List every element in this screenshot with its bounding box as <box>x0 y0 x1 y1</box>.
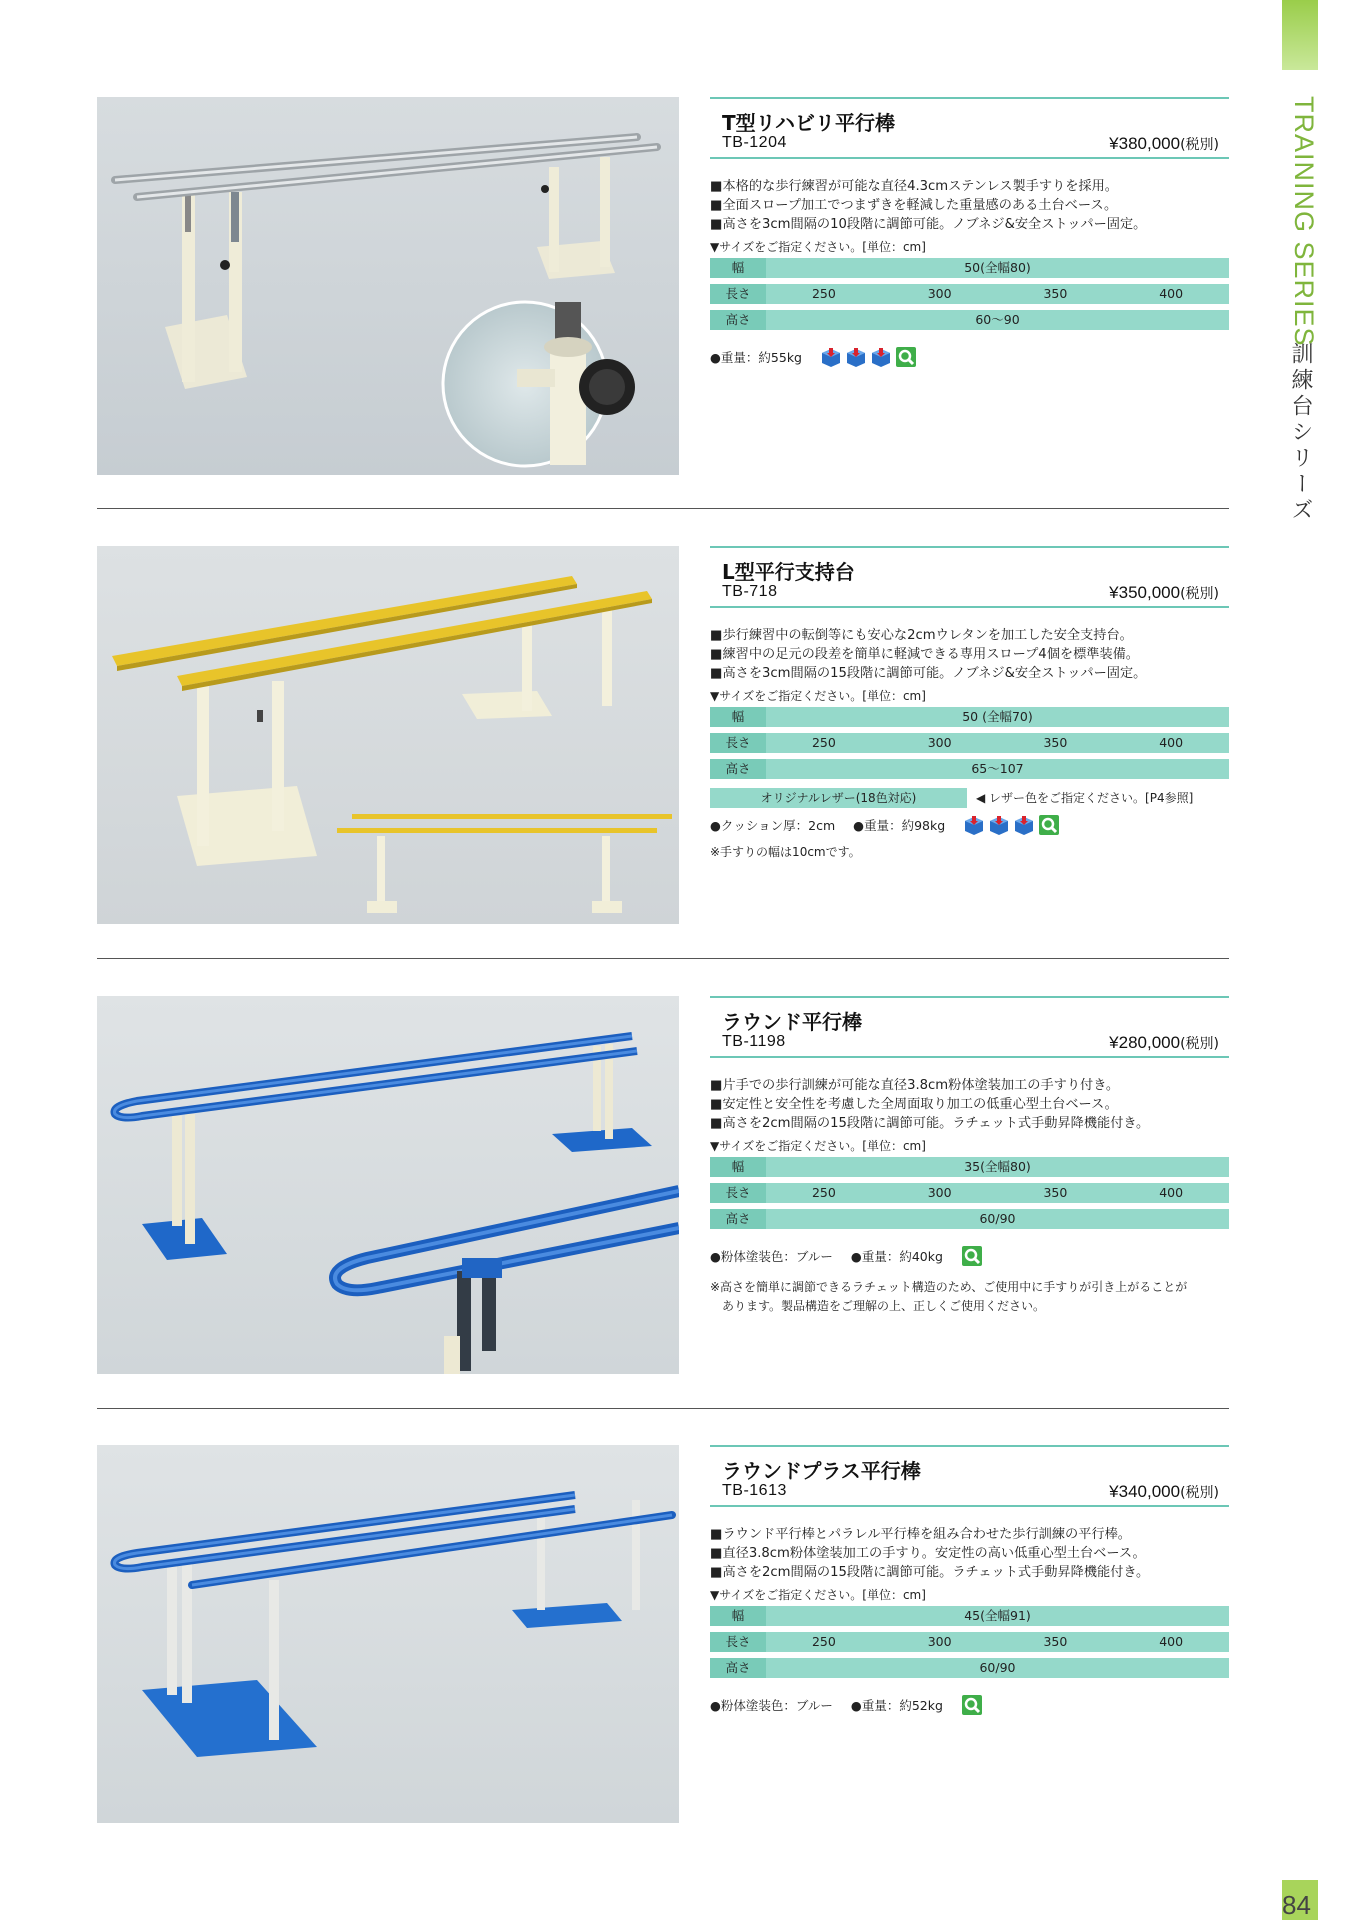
price-rule <box>710 1505 1229 1507</box>
row-label: 幅 <box>710 707 766 727</box>
product-photo <box>97 546 679 924</box>
size-table <box>710 1157 1229 1235</box>
length-value: 250 <box>811 1185 836 1200</box>
spec-line <box>710 812 1060 838</box>
size-table <box>710 1606 1229 1684</box>
tax-note: (税別) <box>1180 1485 1219 1501</box>
delivery-box-icon <box>845 346 867 368</box>
price <box>1109 1033 1219 1053</box>
length-value: 250 <box>811 1634 836 1649</box>
size-row-width <box>710 707 1229 727</box>
model-number: TB-718 <box>722 583 778 600</box>
length-value: 350 <box>1043 1634 1068 1649</box>
size-row-length <box>710 733 1229 753</box>
product-photo <box>97 996 679 1374</box>
length-value: 350 <box>1043 735 1068 750</box>
size-table <box>710 707 1229 785</box>
price <box>1109 134 1219 154</box>
size-row-width <box>710 1606 1229 1626</box>
spec-weight: ●重量：約52kg <box>850 1698 943 1713</box>
length-value: 300 <box>927 1634 952 1649</box>
badge-group <box>961 1245 983 1267</box>
tax-note: (税別) <box>1180 1036 1219 1052</box>
height-value: 60〜90 <box>975 312 1020 327</box>
row-label: 幅 <box>710 1157 766 1177</box>
price-rule <box>710 606 1229 608</box>
row-label: 長さ <box>710 733 766 753</box>
tax-note: (税別) <box>1180 137 1219 153</box>
feature-item: ■直径3.8cm粉体塗装加工の手すり。安定性の高い低重心型土台ベース。 <box>710 1546 1146 1561</box>
spec-weight: ●重量：約98kg <box>853 818 946 833</box>
section-divider <box>97 1408 1229 1409</box>
page-number: 84 <box>1282 1890 1311 1920</box>
feature-list <box>710 177 1229 234</box>
badge-group <box>963 814 1060 836</box>
spec-color: ●粉体塗装色：ブルー <box>710 1698 833 1713</box>
spec-weight: ●重量：約55kg <box>710 350 802 365</box>
height-value: 65〜107 <box>971 761 1024 776</box>
title-rule <box>710 996 1229 998</box>
spec-cushion: ●クッション厚：2cm <box>710 818 836 833</box>
product-photo <box>97 97 679 475</box>
feature-item: ■歩行練習中の転倒等にも安心な2cmウレタンを加工した安全支持台。 <box>710 628 1133 643</box>
width-value: 50(全幅80) <box>964 260 1031 275</box>
t-type-parallel-bars-image <box>97 97 679 475</box>
delivery-box-icon <box>963 814 985 836</box>
size-row-height <box>710 1209 1229 1229</box>
size-note: ▼サイズをご指定ください。[単位：cm] <box>710 689 926 703</box>
section-divider <box>97 508 1229 509</box>
product-tb-1198 <box>97 996 1229 1376</box>
length-value: 400 <box>1159 1634 1184 1649</box>
row-label: 長さ <box>710 1183 766 1203</box>
size-row-length <box>710 284 1229 304</box>
product-title: T型リハビリ平行棒 <box>722 111 896 135</box>
product-title: L型平行支持台 <box>722 560 855 584</box>
row-label: 高さ <box>710 1209 766 1229</box>
size-row-width <box>710 1157 1229 1177</box>
length-value: 300 <box>927 286 952 301</box>
feature-item: ■全面スロープ加工でつまずきを軽減した重量感のある土台ベース。 <box>710 198 1118 213</box>
price-rule <box>710 1056 1229 1058</box>
row-label: 長さ <box>710 284 766 304</box>
price <box>1109 1482 1219 1502</box>
green-service-icon <box>1038 814 1060 836</box>
row-label: 長さ <box>710 1632 766 1652</box>
section-divider <box>97 958 1229 959</box>
price-value: ¥340,000 <box>1109 1482 1181 1501</box>
spec-line <box>710 344 917 370</box>
delivery-box-icon <box>988 814 1010 836</box>
price-value: ¥350,000 <box>1109 583 1181 602</box>
series-title-en: TRAINING SERIES <box>1289 96 1319 347</box>
size-row-width <box>710 258 1229 278</box>
size-note: ▼サイズをご指定ください。[単位：cm] <box>710 240 926 254</box>
feature-item: ■高さを3cm間隔の15段階に調節可能。ノブネジ&安全ストッパー固定。 <box>710 666 1147 681</box>
product-tb-718 <box>97 546 1229 926</box>
feature-item: ■片手での歩行訓練が可能な直径3.8cm粉体塗装加工の手すり付き。 <box>710 1078 1120 1093</box>
spec-weight: ●重量：約40kg <box>850 1249 943 1264</box>
feature-item: ■本格的な歩行練習が可能な直径4.3cmステンレス製手すりを採用。 <box>710 179 1118 194</box>
feature-item: ■高さを2cm間隔の15段階に調節可能。ラチェット式手動昇降機能付き。 <box>710 1565 1150 1580</box>
footnote: ※手すりの幅は10cmです。 <box>710 845 861 859</box>
length-value: 350 <box>1043 1185 1068 1200</box>
footnote: あります。製品構造をご理解の上、正しくご使用ください。 <box>710 1299 1046 1313</box>
row-label: 高さ <box>710 759 766 779</box>
size-table <box>710 258 1229 336</box>
tax-note: (税別) <box>1180 586 1219 602</box>
price <box>1109 583 1219 603</box>
title-rule <box>710 1445 1229 1447</box>
length-value: 250 <box>811 735 836 750</box>
size-row-height <box>710 310 1229 330</box>
model-number: TB-1198 <box>722 1033 786 1050</box>
model-number: TB-1613 <box>722 1482 787 1499</box>
length-value: 400 <box>1159 1185 1184 1200</box>
size-row-length <box>710 1632 1229 1652</box>
size-row-height <box>710 759 1229 779</box>
length-value: 350 <box>1043 286 1068 301</box>
row-label: 幅 <box>710 258 766 278</box>
round-parallel-bars-image <box>97 996 679 1374</box>
product-title: ラウンドプラス平行棒 <box>722 1459 921 1483</box>
leather-option <box>710 788 1229 808</box>
product-photo <box>97 1445 679 1823</box>
feature-item: ■安定性と安全性を考慮した全周面取り加工の低重心型土台ベース。 <box>710 1097 1118 1112</box>
price-value: ¥280,000 <box>1109 1033 1181 1052</box>
spec-line <box>710 1243 983 1269</box>
badge-group <box>961 1694 983 1716</box>
feature-item: ■高さを2cm間隔の15段階に調節可能。ラチェット式手動昇降機能付き。 <box>710 1116 1150 1131</box>
leather-label: オリジナルレザー(18色対応) <box>710 788 967 808</box>
delivery-box-icon <box>870 346 892 368</box>
size-row-height <box>710 1658 1229 1678</box>
length-value: 400 <box>1159 286 1184 301</box>
title-rule <box>710 97 1229 99</box>
feature-list <box>710 1076 1229 1133</box>
footnote: ※高さを簡単に調節できるラチェット構造のため、ご使用中に手すりが引き上がることが <box>710 1280 1188 1294</box>
green-service-icon <box>961 1694 983 1716</box>
length-value: 300 <box>927 735 952 750</box>
feature-item: ■高さを3cm間隔の10段階に調節可能。ノブネジ&安全ストッパー固定。 <box>710 217 1147 232</box>
green-service-icon <box>961 1245 983 1267</box>
product-tb-1204 <box>97 97 1229 477</box>
row-label: 高さ <box>710 310 766 330</box>
length-value: 250 <box>811 286 836 301</box>
delivery-box-icon <box>820 346 842 368</box>
row-label: 幅 <box>710 1606 766 1626</box>
side-strip-top <box>1282 0 1318 70</box>
width-value: 35(全幅80) <box>964 1159 1031 1174</box>
price-rule <box>710 157 1229 159</box>
spec-color: ●粉体塗装色：ブルー <box>710 1249 833 1264</box>
green-service-icon <box>895 346 917 368</box>
width-value: 45(全幅91) <box>964 1608 1031 1623</box>
length-value: 300 <box>927 1185 952 1200</box>
size-note: ▼サイズをご指定ください。[単位：cm] <box>710 1139 926 1153</box>
price-value: ¥380,000 <box>1109 134 1181 153</box>
feature-item: ■練習中の足元の段差を簡単に軽減できる専用スロープ4個を標準装備。 <box>710 647 1139 662</box>
product-title: ラウンド平行棒 <box>722 1010 862 1034</box>
leather-note: ◀ レザー色をご指定ください。[P4参照] <box>976 791 1194 805</box>
height-value: 60/90 <box>979 1660 1016 1675</box>
feature-item: ■ラウンド平行棒とパラレル平行棒を組み合わせた歩行訓練の平行棒。 <box>710 1527 1131 1542</box>
feature-list <box>710 1525 1229 1582</box>
size-row-length <box>710 1183 1229 1203</box>
delivery-box-icon <box>1013 814 1035 836</box>
badge-group <box>820 346 917 368</box>
spec-line <box>710 1692 983 1718</box>
title-rule <box>710 546 1229 548</box>
size-note: ▼サイズをご指定ください。[単位：cm] <box>710 1588 926 1602</box>
product-tb-1613 <box>97 1445 1229 1825</box>
l-type-support-platform-image <box>97 546 679 924</box>
row-label: 高さ <box>710 1658 766 1678</box>
feature-list <box>710 626 1229 683</box>
height-value: 60/90 <box>979 1211 1016 1226</box>
width-value: 50 (全幅70) <box>962 709 1033 724</box>
round-plus-parallel-bars-image <box>97 1445 679 1823</box>
length-value: 400 <box>1159 735 1184 750</box>
series-title-jp: 訓練台シリーズ <box>1288 342 1313 524</box>
model-number: TB-1204 <box>722 134 787 151</box>
